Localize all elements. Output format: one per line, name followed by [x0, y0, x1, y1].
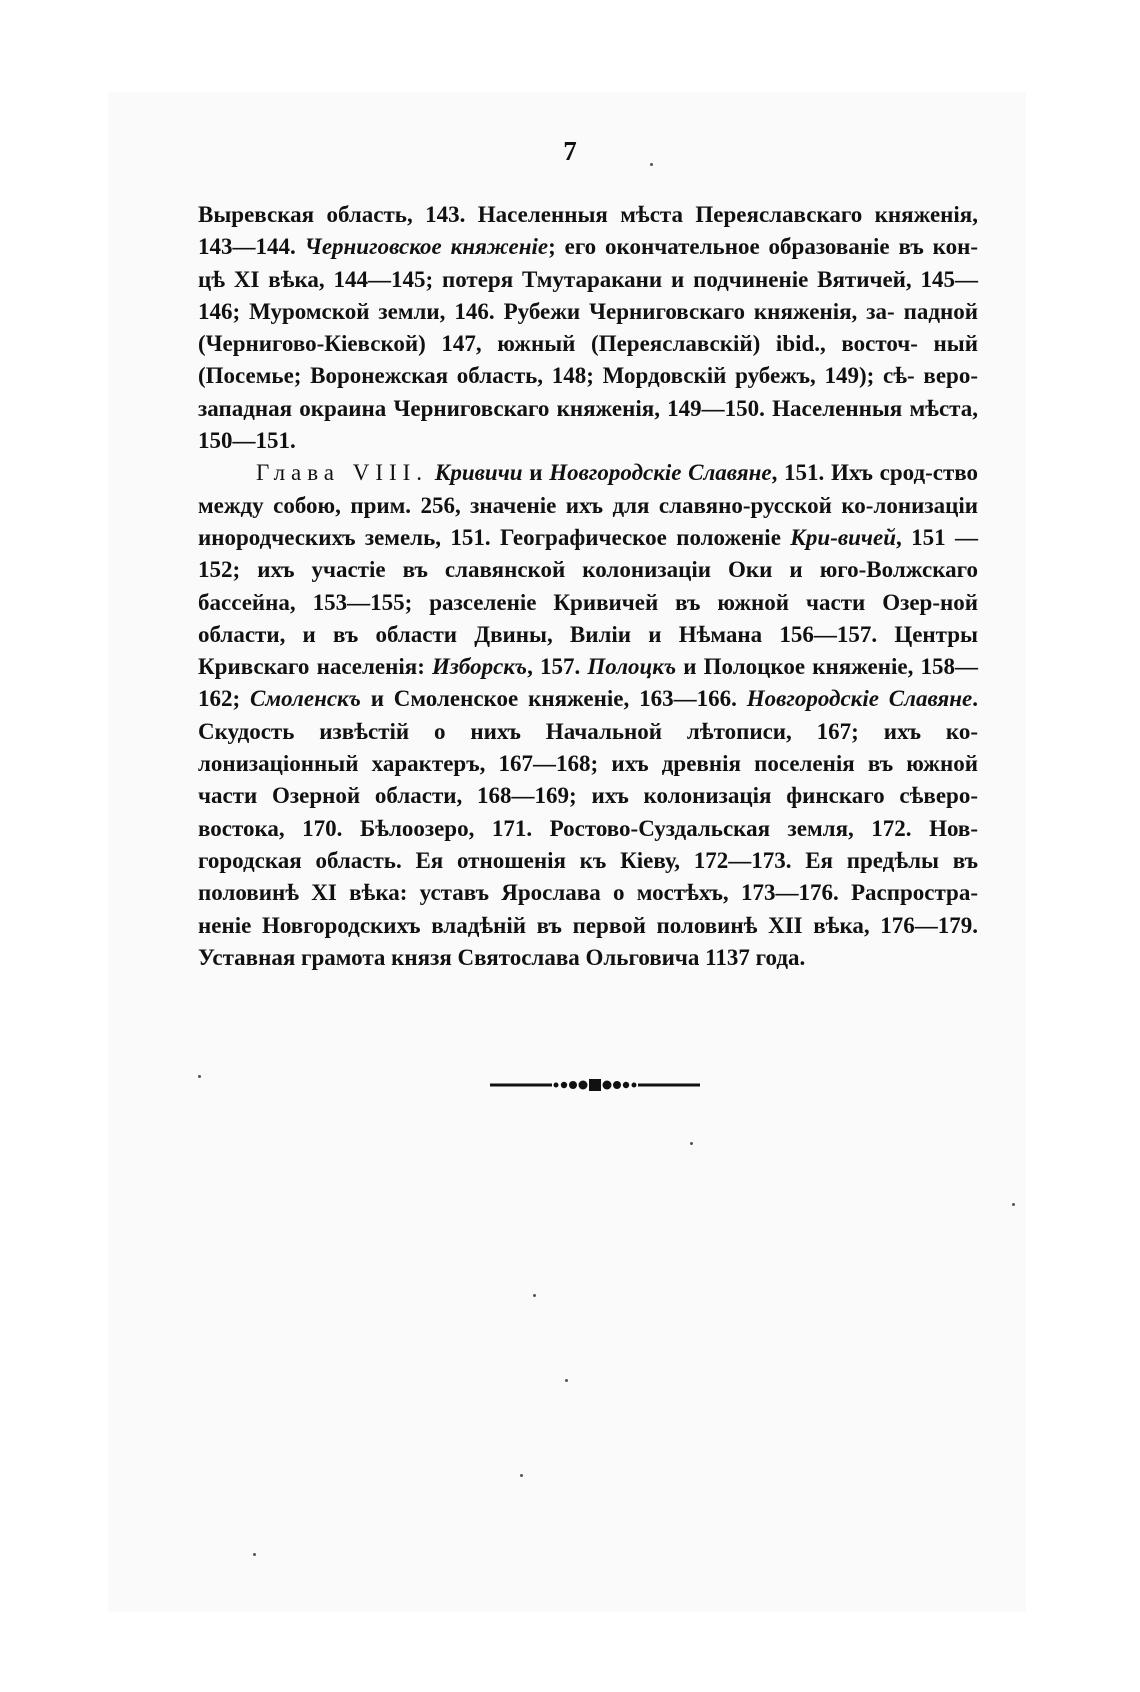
text-run: и	[522, 460, 550, 486]
scan-speck	[198, 1075, 201, 1078]
table-of-contents-text	[198, 199, 978, 974]
italic-term: Изборскъ	[432, 654, 528, 680]
scan-speck	[565, 1379, 568, 1382]
line: веро-западная окраина Черниговскаго княженія, 149—150. Населенныя	[198, 363, 979, 421]
ornament-divider	[490, 1078, 700, 1092]
text-run	[428, 460, 435, 485]
chapter-heading: Глава VIII.	[256, 460, 429, 486]
scan-speck	[520, 1474, 523, 1477]
text-run: и Смоленское княженіе, 163—166.	[360, 686, 747, 712]
text-run: , 151 — 152; ихъ участіе въ славянской колонизаціи Оки и юго-Волжскаго бассейна, 153—155; разселеніе Кривичей въ южной части Озер-ной области, и въ области Двины, Виліи и Нѣмана 156—157. Центры Кривскаго населенія:	[198, 524, 979, 680]
text-run: и Полоцкое княженіе, 158—162;	[198, 654, 978, 712]
scan-speck	[533, 1294, 536, 1297]
text-run: , 151. Ихъ срод-ство между собою, прим. 256, значеніе ихъ для славяно-русской ко-лонизаціи инородческихъ земель, 151. Географическое положеніе	[198, 460, 979, 550]
italic-term: Кри-вичей	[790, 524, 896, 550]
italic-term: Новгородскіе Славяне	[746, 686, 973, 712]
italic-term: Полоцкъ	[587, 654, 677, 680]
page-number: 7	[563, 136, 577, 166]
line: цѣ XI вѣка, 144—145; потеря Тмутаракани и подчиненіе Вятичей,	[198, 266, 912, 292]
line: 143—144.	[198, 234, 305, 260]
italic-term: Черниговское княженіе	[304, 234, 549, 260]
line: мѣста, 150—151.	[198, 395, 978, 454]
paragraph-chapter-8	[198, 457, 978, 974]
text-run: , 157.	[527, 654, 588, 680]
scan-speck	[650, 163, 653, 166]
italic-term: Кривичи	[434, 460, 523, 486]
line: 145—146; Муромской земли, 146. Рубежи Черниговскаго княженія, за-	[198, 266, 978, 324]
text-run: . Скудость извѣстій о нихъ Начальной лѣтописи, 167; ихъ ко-лонизаціонный характеръ, 167—168; ихъ древнія поселенія въ южной части Озерной области, 168—169; ихъ колонизація финскаго сѣверо-востока, 170. Бѣлоозеро, 171. Ростово-Суздальская земля, 172. Нов-городская область. Ея отношенія къ Кіеву, 172—173. Ея предѣлы въ половинѣ XI вѣка: уставъ Ярослава о мостѣхъ, 173—176. Распростра-неніе Новгородскихъ владѣній въ первой половинѣ XII вѣка, 176—179. Уставная грамота князя Святослава Ольговича 1137 года.	[198, 686, 978, 970]
scan-speck	[253, 1553, 256, 1556]
italic-term: Новгородскіе Славяне	[549, 460, 772, 486]
italic-term: Смоленскъ	[250, 686, 361, 712]
line: ный (Посемье; Воронежская область, 148; Мордовскій рубежъ, 149); сѣ-	[198, 331, 979, 389]
line: падной (Чернигово-Кіевской) 147, южный (Переяславскій) ibid., восточ-	[198, 298, 978, 357]
scan-speck	[1012, 1203, 1015, 1206]
line: Выревская область, 143. Населенныя мѣста Переяславскаго княженія,	[198, 202, 978, 227]
paragraph-chapter-7-continuation	[198, 199, 978, 457]
line: ; его окончательное образованіе въ кон-	[548, 234, 978, 260]
scan-speck	[690, 1142, 693, 1145]
